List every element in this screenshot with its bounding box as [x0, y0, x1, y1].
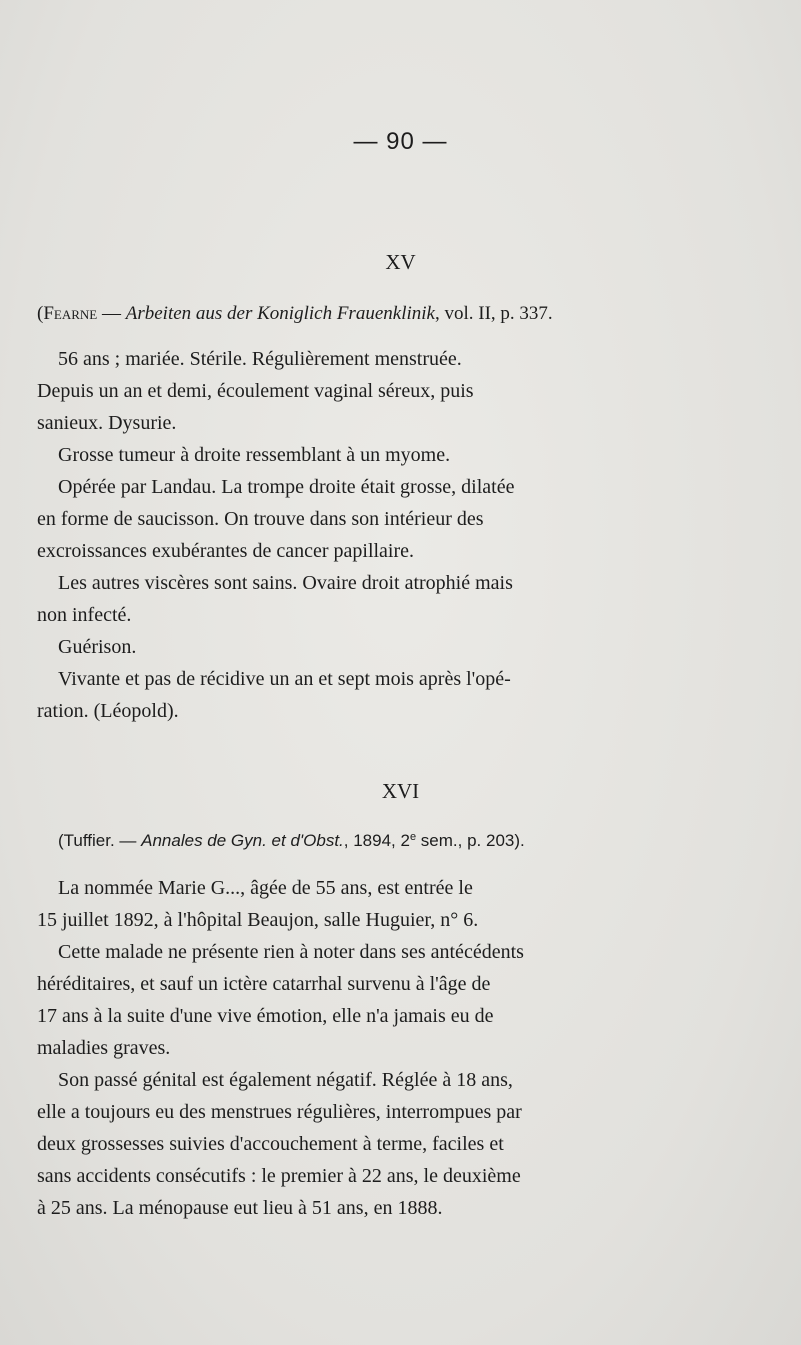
- paragraph-line: Cette malade ne présente rien à noter dans ses antécédents: [58, 941, 524, 963]
- paragraph-line: héréditaires, et sauf un ictère catarrhal survenu à l'âge de: [37, 973, 491, 995]
- paragraph-line: elle a toujours eu des menstrues régulières, interrompues par: [37, 1101, 522, 1123]
- section-xvi-reference: [58, 831, 525, 851]
- section-xv-title: XV: [385, 250, 416, 274]
- reference-dash: —: [97, 303, 126, 324]
- paragraph-line: Depuis un an et demi, écoulement vaginal séreux, puis: [37, 380, 474, 402]
- paragraph-line: Guérison.: [58, 636, 137, 658]
- reference-work: Annales de Gyn. et d'Obst.: [141, 831, 344, 850]
- reference-author: Fearne: [43, 303, 98, 324]
- reference-details-b: sem., p. 203).: [416, 831, 525, 850]
- paragraph-line: La nommée Marie G..., âgée de 55 ans, est entrée le: [58, 877, 473, 899]
- paragraph-line: maladies graves.: [37, 1037, 171, 1059]
- section-xv-reference: (Fearne — Arbeiten aus der Koniglich Frauenklinik, vol. II, p. 337.: [37, 303, 553, 324]
- page-number: — 90 —: [353, 128, 448, 155]
- paragraph-line: sans accidents consécutifs : le premier à 22 ans, le deuxième: [37, 1165, 521, 1187]
- paragraph-line: Grosse tumeur à droite ressemblant à un myome.: [58, 444, 451, 466]
- section-xvi-title: XVI: [381, 779, 420, 803]
- paragraph-line: Son passé génital est également négatif. Réglée à 18 ans,: [58, 1069, 513, 1091]
- reference-details-a: , 1894, 2: [343, 831, 410, 850]
- paragraph-line: 17 ans à la suite d'une vive émotion, elle n'a jamais eu de: [37, 1005, 494, 1027]
- paragraph-line: deux grossesses suivies d'accouchement à terme, faciles et: [37, 1133, 504, 1155]
- paragraph-line: Vivante et pas de récidive un an et sept mois après l'opé-: [58, 668, 511, 690]
- paragraph-line: ration. (Léopold).: [37, 700, 179, 722]
- paragraph-line: excroissances exubérantes de cancer papillaire.: [37, 540, 415, 562]
- paragraph-line: sanieux. Dysurie.: [37, 412, 177, 434]
- paragraph-line: Les autres viscères sont sains. Ovaire droit atrophié mais: [58, 572, 513, 594]
- paragraph-line: Opérée par Landau. La trompe droite était grosse, dilatée: [58, 476, 515, 498]
- reference-details: , vol. II, p. 337.: [434, 303, 553, 324]
- paragraph-line: 56 ans ; mariée. Stérile. Régulièrement menstruée.: [58, 348, 462, 370]
- paragraph-line: non infecté.: [37, 604, 132, 626]
- reference-work: Arbeiten aus der Koniglich Frauenklinik: [125, 303, 435, 324]
- paragraph-line: en forme de saucisson. On trouve dans son intérieur des: [37, 508, 484, 530]
- paragraph-line: 15 juillet 1892, à l'hôpital Beaujon, salle Huguier, n° 6.: [37, 909, 479, 931]
- reference-open: (Tuffier. —: [58, 831, 142, 850]
- paragraph-line: à 25 ans. La ménopause eut lieu à 51 ans, en 1888.: [37, 1197, 443, 1219]
- reference-details-sup: e: [409, 831, 417, 843]
